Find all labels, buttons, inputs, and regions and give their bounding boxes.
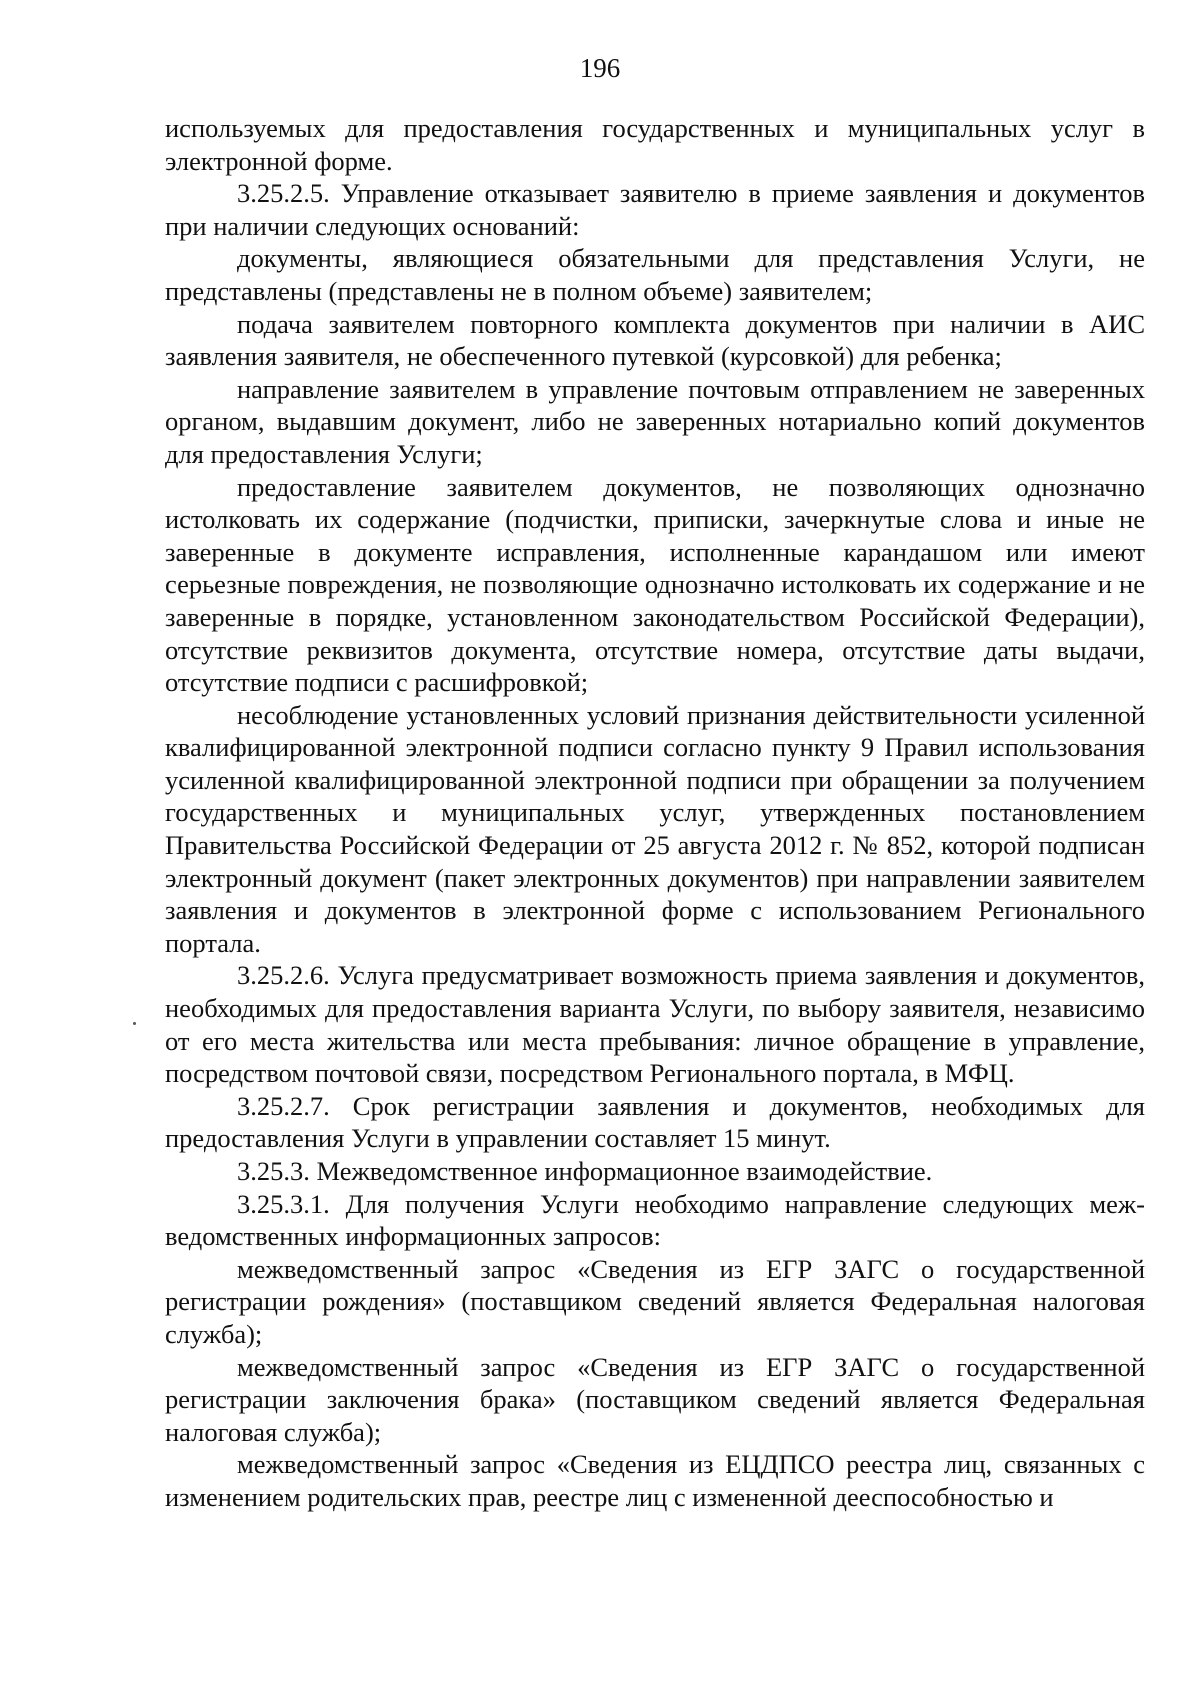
paragraph-request-marriage: межведомственный запрос «Сведения из ЕГР ЗАГС о государственной регистрации заключения брака» (поставщиком сведений является Федеральная налоговая служба); — [165, 1351, 1145, 1447]
paragraph-3-25-3: 3.25.3. Межведомственное информационное взаимодействие. — [237, 1156, 933, 1186]
page-number: 196 — [579, 53, 621, 83]
paragraph-ground-documents-missing: документы, являющиеся обязательными для представления Услуги, не представлены (представлены не в полном объеме) заявителем; — [165, 243, 1145, 306]
document-body — [165, 112, 1145, 1514]
paragraph-3-25-2-6: 3.25.2.6. Услуга предусматривает возможность приема заявления и документов, необходимых для предоставления варианта Услуги, по выбору заявителя, независимо от его места жительства или места пребывания: личное обращение в управление, посредством почтовой связи, посредством Регионального портала, в МФЦ. — [165, 960, 1145, 1089]
paragraph-ground-uncertified-copies: направление заявителем в управление почтовым отправлением не заверенных органом, выдавшим документ, либо не заверенных нотариально копий документов для предоставления Услуги; — [165, 373, 1145, 469]
paragraph-3-25-2-5: 3.25.2.5. Управление отказывает заявителю в приеме заявления и документов при наличии следующих оснований: — [165, 178, 1145, 241]
paragraph-request-egdpso: межведомственный запрос «Сведения из ЕЦДПСО реестра лиц, связанных с изменением родительских прав, реестре лиц с измененной дееспособностью и — [165, 1449, 1145, 1512]
paragraph-ground-signature-invalid: несоблюдение установленных условий признания действительности усиленной квалифицированной электронной подписи согласно пункту 9 Правил использования усиленной квалифицированной электронной подписи при обращении за получением государственных и муниципальных услуг, утвержденных постановлением Правительства Российской Федерации от 25 августа 2012 г. № 852, которой подписан электронный документ (пакет электронных документов) при направлении заявителем заявления и документов в электронной форме с использованием Регионального портала. — [165, 699, 1145, 958]
paragraph-3-25-2-7: 3.25.2.7. Срок регистрации заявления и документов, необходимых для предоставления Услуги в управлении составляет 15 минут. — [165, 1090, 1145, 1154]
scan-speck — [133, 1022, 136, 1025]
paragraph-ground-repeat-submission: подача заявителем повторного комплекта документов при наличии в АИС заявления заявителя, не обеспеченного путевкой (курсовкой) для ребенка; — [165, 308, 1145, 372]
paragraph-ground-ambiguous-documents: предоставление заявителем документов, не позволяющих однозначно истолковать их содержание (подчистки, приписки, зачеркнутые слова и иные не заверенные в документе исправления, исполненные карандашом или имеют серьезные повреждения, не позволяющие однозначно истолковать их содержание и не заверенные в порядке, установленном законодательством Российской Федерации), отсутствие реквизитов документа, отсутствие номера, отсутствие даты выдачи, отсутствие подписи с расшифровкой; — [165, 471, 1145, 698]
paragraph-3-25-3-1: 3.25.3.1. Для получения Услуги необходимо направление следующих межведомственных информационных запросов: — [165, 1188, 1145, 1252]
paragraph-request-birth: межведомственный запрос «Сведения из ЕГР ЗАГС о государственной регистрации рождения» (поставщиком сведений является Федеральная налоговая служба); — [165, 1253, 1145, 1349]
paragraph-continuation: используемых для предоставления государственных и муниципальных услуг в электронной форме. — [165, 113, 1145, 176]
